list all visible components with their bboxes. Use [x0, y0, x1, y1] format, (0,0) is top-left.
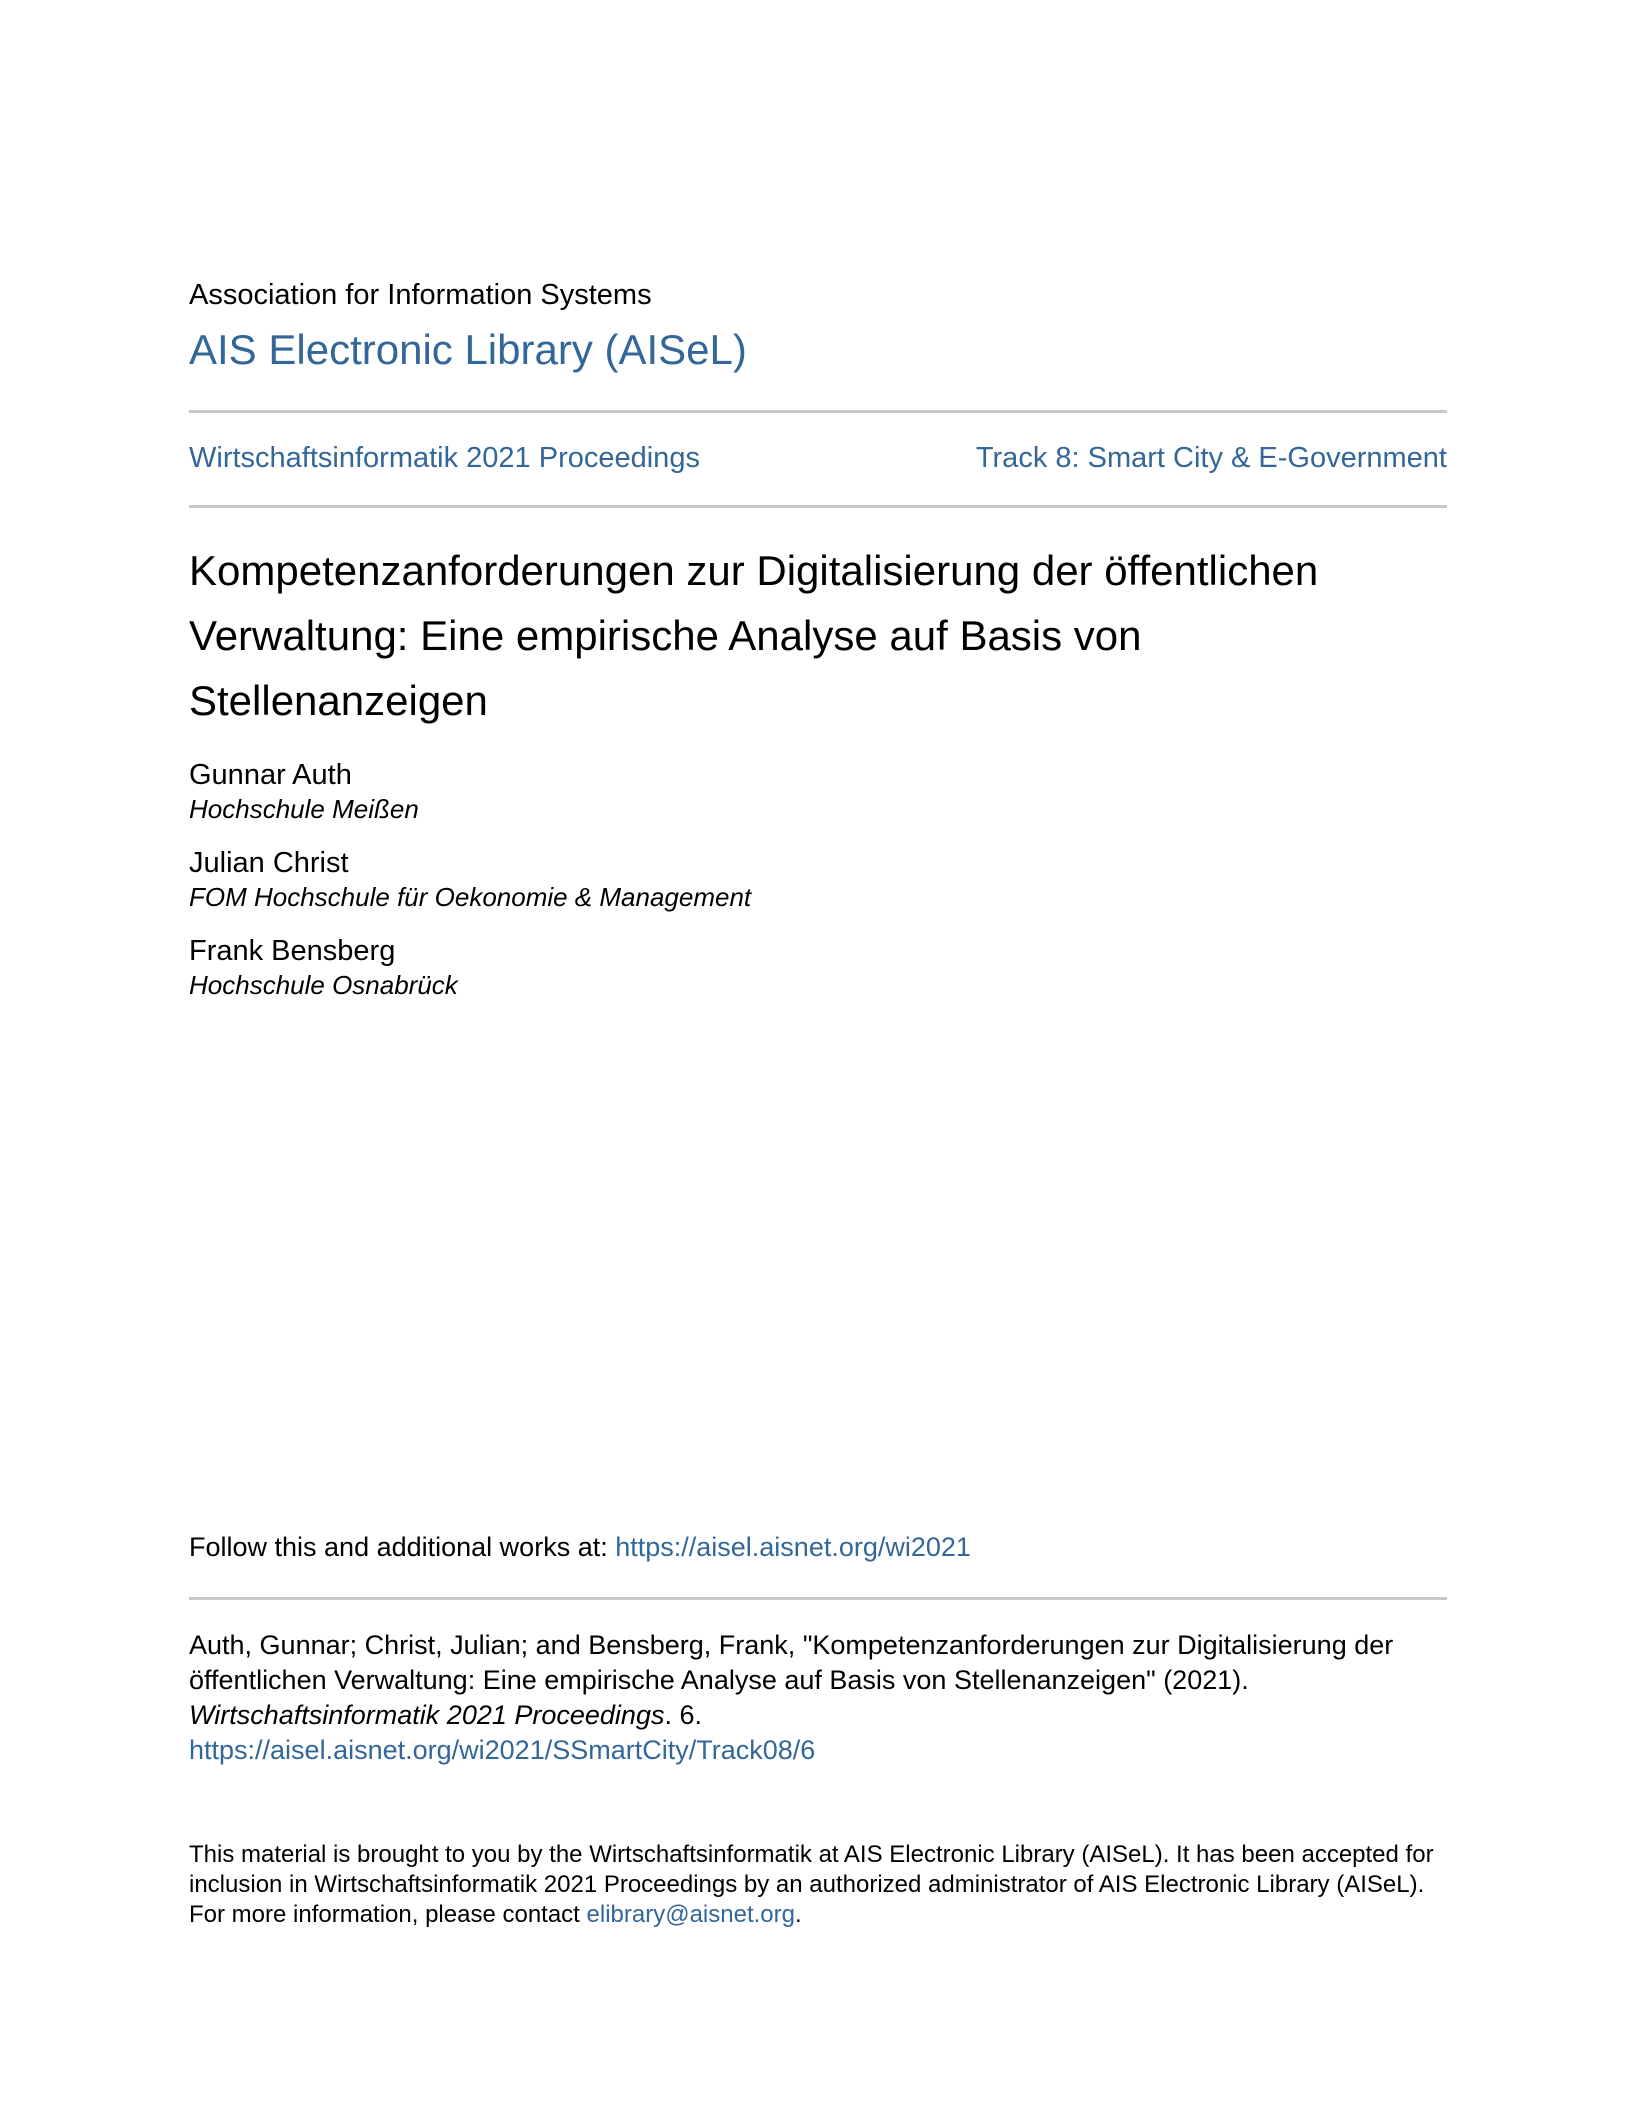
author-name: Frank Bensberg	[189, 935, 396, 967]
author-name: Gunnar Auth	[189, 759, 352, 791]
cover-page	[189, 0, 1447, 2122]
author-entry	[189, 845, 1289, 913]
notice-end: .	[794, 1901, 802, 1928]
association-name: Association for Information Systems	[189, 279, 652, 311]
citation	[189, 1628, 1419, 1768]
author-affiliation: Hochschule Osnabrück	[189, 970, 458, 1000]
author-entry	[189, 757, 1289, 825]
divider	[189, 1597, 1447, 1600]
divider	[189, 410, 1447, 413]
follow-label: Follow this and additional works at:	[189, 1532, 616, 1562]
citation-link[interactable]: https://aisel.aisnet.org/wi2021/SSmartCity/Track08/6	[189, 1735, 816, 1765]
author-affiliation: FOM Hochschule für Oekonomie & Management	[189, 882, 752, 912]
follow-line	[189, 1530, 971, 1564]
citation-proceedings: Wirtschaftsinformatik 2021 Proceedings	[189, 1700, 665, 1730]
citation-text: Auth, Gunnar; Christ, Julian; and Bensberg, Frank, "Kompetenzanforderungen zur Digitalisierung der öffentlichen Verwaltung: Eine empirische Analyse auf Basis von Stellenanzeigen" (2021).	[189, 1630, 1394, 1695]
track-link[interactable]: Track 8: Smart City & E-Government	[975, 442, 1447, 474]
notice	[189, 1840, 1439, 1930]
proceedings-link[interactable]: Wirtschaftsinformatik 2021 Proceedings	[189, 442, 700, 474]
divider	[189, 505, 1447, 508]
citation-number: . 6.	[664, 1700, 702, 1730]
library-link[interactable]: AIS Electronic Library (AISeL)	[189, 326, 747, 373]
notice-text: This material is brought to you by the Wirtschaftsinformatik at AIS Electronic Library (AISeL). It has been accepted for inclusion in Wirtschaftsinformatik 2021 Proceedings by an authorized administrator of AIS Electronic Library (AISeL). For more information, please contact	[189, 1841, 1434, 1928]
follow-link[interactable]: https://aisel.aisnet.org/wi2021	[615, 1532, 971, 1562]
paper-title: Kompetenzanforderungen zur Digitalisierung der öffentlichen Verwaltung: Eine empirische Analyse auf Basis von Stellenanzeigen	[189, 547, 1319, 724]
author-list	[189, 757, 1289, 1021]
author-affiliation: Hochschule Meißen	[189, 794, 419, 824]
author-entry	[189, 933, 1289, 1001]
author-name: Julian Christ	[189, 847, 349, 879]
contact-email-link[interactable]: elibrary@aisnet.org	[586, 1901, 795, 1928]
